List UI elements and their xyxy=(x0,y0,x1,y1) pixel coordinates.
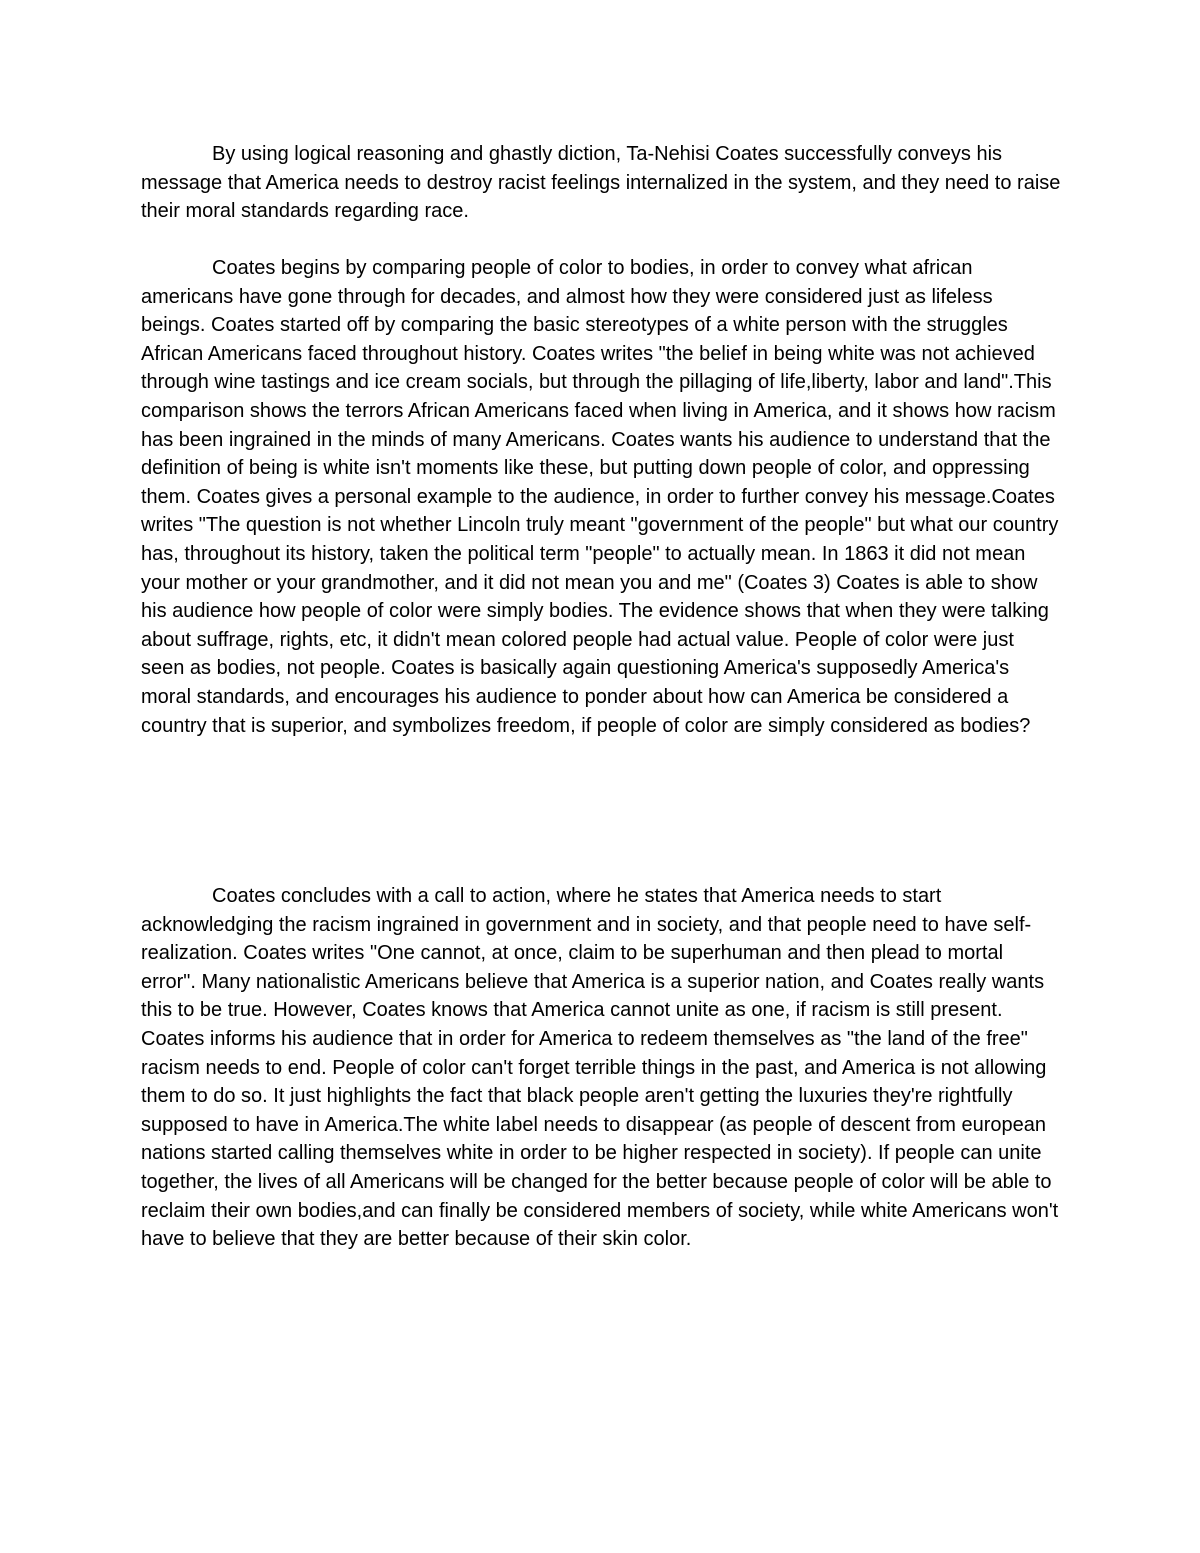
paragraph-body: Coates begins by comparing people of color to bodies, in order to convey what african americans have gone through for decades, and almost how they were considered just as lifeless beings. Coates started off by comparing the basic stereotypes of a white person with the struggles African Americans faced throughout history. Coates writes "the belief in being white was not achieved through wine tastings and ice cream socials, but through the pillaging of life,liberty, labor and land".This comparison shows the terrors African Americans faced when living in America, and it shows how racism has been ingrained in the minds of many Americans. Coates wants his audience to understand that the definition of being is white isn't moments like these, but putting down people of color, and oppressing them. Coates gives a personal example to the audience, in order to further convey his message.Coates writes "The question is not whether Lincoln truly meant "government of the people" but what our country has, throughout its history, taken the political term "people" to actually mean. In 1863 it did not mean your mother or your grandmother, and it did not mean you and me" (Coates 3) Coates is able to show his audience how people of color were simply bodies. The evidence shows that when they were talking about suffrage, rights, etc, it didn't mean colored people had actual value. People of color were just seen as bodies, not people. Coates is basically again questioning America's supposedly America's moral standards, and encourages his audience to ponder about how can America be considered a country that is superior, and symbolizes freedom, if people of color are simply considered as bodies? xyxy=(141,257,1059,737)
paragraph-thesis: By using logical reasoning and ghastly diction, Ta-Nehisi Coates successfully conveys his message that America needs to destroy racist feelings internalized in the system, and they need to raise their moral standards regarding race. xyxy=(141,143,1061,223)
paragraph-conclusion: Coates concludes with a call to action, where he states that America needs to start acknowledging the racism ingrained in government and in society, and that people need to have self-realization. Coates writes "One cannot, at once, claim to be superhuman and then plead to mortal error". Many nationalistic Americans believe that America is a superior nation, and Coates really wants this to be true. However, Coates knows that America cannot unite as one, if racism is still present. Coates informs his audience that in order for America to redeem themselves as "the land of the free" racism needs to end. People of color can't forget terrible things in the past, and America is not allowing them to do so. It just highlights the fact that black people aren't getting the luxuries they're rightfully supposed to have in America.The white label needs to disappear (as people of descent from european nations started calling themselves white in order to be higher respected in society). If people can unite together, the lives of all Americans will be changed for the better because people of color will be able to reclaim their own bodies,and can finally be considered members of society, while white Americans won't have to believe that they are better because of their skin color. xyxy=(141,885,1059,1251)
